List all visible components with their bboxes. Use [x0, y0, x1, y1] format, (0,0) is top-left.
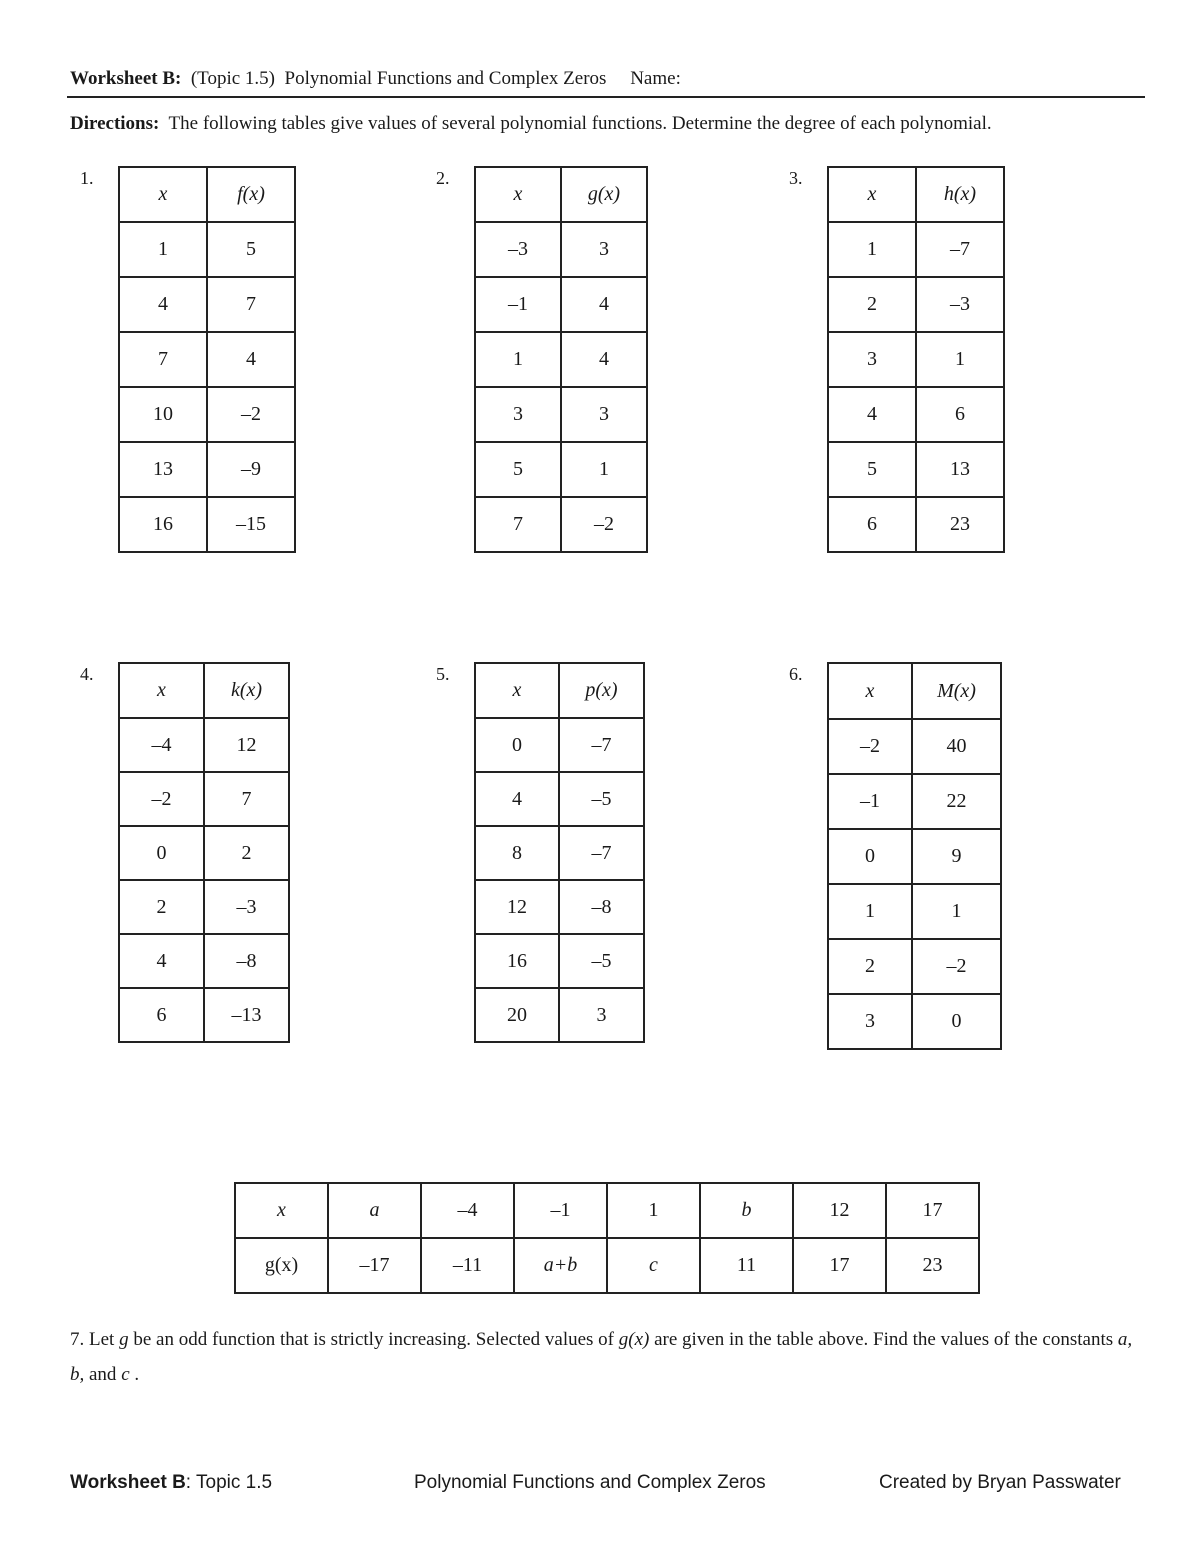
table-cell: –2	[207, 387, 295, 442]
table-cell: 3	[561, 222, 647, 277]
table-cell: –8	[559, 880, 644, 934]
x-column-header: x	[119, 663, 204, 718]
table-row	[475, 222, 647, 277]
q7-text: .	[129, 1364, 140, 1385]
table-cell: 1	[916, 332, 1004, 387]
table-cell: 2	[828, 277, 916, 332]
q7-var-ab: a, b,	[70, 1329, 1133, 1385]
table-cell: 4	[561, 277, 647, 332]
table-cell: 12	[793, 1183, 886, 1238]
footer-left	[70, 1472, 272, 1494]
table-cell: 1	[828, 222, 916, 277]
table-cell: 17	[793, 1238, 886, 1293]
table-row	[828, 884, 1001, 939]
table-row	[828, 277, 1004, 332]
x-column-header: x	[828, 663, 912, 719]
table-cell: 6	[916, 387, 1004, 442]
table-cell: 40	[912, 719, 1001, 774]
worksheet-header	[70, 68, 1144, 90]
table-row	[828, 387, 1004, 442]
function-column-header: h(x)	[916, 167, 1004, 222]
table-header-row	[119, 167, 295, 222]
table-row	[828, 939, 1001, 994]
table-row	[119, 387, 295, 442]
table-cell: 1	[475, 332, 561, 387]
table-cell: c	[607, 1238, 700, 1293]
table-row	[475, 772, 644, 826]
table-cell: 1	[912, 884, 1001, 939]
table-row	[119, 826, 289, 880]
x-column-header: x	[475, 663, 559, 718]
table-cell: 5	[475, 442, 561, 497]
table-cell: a	[328, 1183, 421, 1238]
table-header-row	[475, 663, 644, 718]
table-cell: –15	[207, 497, 295, 552]
table-cell: 10	[119, 387, 207, 442]
footer-right: Created by Bryan Passwater	[879, 1472, 1121, 1493]
table-cell: –3	[475, 222, 561, 277]
table-cell: 3	[559, 988, 644, 1042]
table-cell: 7	[475, 497, 561, 552]
table-row	[828, 222, 1004, 277]
table-row	[475, 442, 647, 497]
q7-text: are given in the table above. Find the values of the constants	[649, 1329, 1118, 1350]
value-table	[118, 662, 290, 1043]
table-row-gx	[235, 1238, 979, 1293]
table-row-x	[235, 1183, 979, 1238]
table-cell: –2	[912, 939, 1001, 994]
table-cell: 12	[204, 718, 289, 772]
table-cell: 4	[207, 332, 295, 387]
table-cell: 7	[207, 277, 295, 332]
table-cell: –4	[421, 1183, 514, 1238]
table-cell: 0	[828, 829, 912, 884]
table-row	[828, 442, 1004, 497]
table-cell: –3	[204, 880, 289, 934]
problem-number: 3.	[789, 168, 803, 188]
odd-function-table	[234, 1182, 980, 1294]
table-cell: –8	[204, 934, 289, 988]
problem-number: 1.	[80, 168, 94, 188]
x-column-header: x	[828, 167, 916, 222]
q7-text: be an odd function that is strictly increasing. Selected values of	[128, 1329, 619, 1350]
table-cell: –9	[207, 442, 295, 497]
table-cell: 0	[475, 718, 559, 772]
table-row	[119, 332, 295, 387]
problem-number: 4.	[80, 664, 94, 684]
x-column-header: x	[475, 167, 561, 222]
topic-label: (Topic 1.5)	[190, 68, 276, 89]
table-cell: x	[235, 1183, 328, 1238]
table-cell: g(x)	[235, 1238, 328, 1293]
function-column-header: f(x)	[207, 167, 295, 222]
table-cell: 12	[475, 880, 559, 934]
table-row	[119, 442, 295, 497]
function-column-header: k(x)	[204, 663, 289, 718]
value-table	[827, 166, 1005, 553]
table-cell: –2	[119, 772, 204, 826]
table-row	[475, 718, 644, 772]
table-header-row	[475, 167, 647, 222]
table-cell: 22	[912, 774, 1001, 829]
table-cell: 23	[916, 497, 1004, 552]
table-cell: 1	[119, 222, 207, 277]
problem-number: 2.	[436, 168, 450, 188]
table-cell: 20	[475, 988, 559, 1042]
worksheet-title: Polynomial Functions and Complex Zeros	[284, 68, 607, 89]
q7-text: and	[84, 1364, 122, 1385]
directions-label: Directions:	[70, 113, 160, 134]
table-cell: –1	[828, 774, 912, 829]
table-cell: 8	[475, 826, 559, 880]
table-row	[475, 934, 644, 988]
table-cell: 4	[828, 387, 916, 442]
q7-text: 7. Let	[70, 1329, 120, 1350]
table-header-row	[828, 663, 1001, 719]
table-cell: 6	[119, 988, 204, 1042]
table-row	[828, 719, 1001, 774]
function-column-header: p(x)	[559, 663, 644, 718]
table-header-row	[828, 167, 1004, 222]
table-cell: 3	[828, 332, 916, 387]
table-cell: –7	[916, 222, 1004, 277]
table-cell: 7	[204, 772, 289, 826]
footer-topic: : Topic 1.5	[185, 1472, 273, 1493]
name-label: Name:	[630, 68, 681, 89]
table-cell: 5	[828, 442, 916, 497]
table-cell: 6	[828, 497, 916, 552]
table-row	[828, 994, 1001, 1049]
table-row	[475, 497, 647, 552]
table-row	[119, 988, 289, 1042]
table-cell: –7	[559, 826, 644, 880]
footer-center: Polynomial Functions and Complex Zeros	[414, 1472, 766, 1493]
table-row	[475, 988, 644, 1042]
table-cell: 5	[207, 222, 295, 277]
table-cell: 2	[119, 880, 204, 934]
value-table	[474, 662, 645, 1043]
q7-var-c: c	[121, 1364, 130, 1385]
table-row	[828, 774, 1001, 829]
table-row	[475, 826, 644, 880]
table-cell: 7	[119, 332, 207, 387]
table-row	[119, 772, 289, 826]
table-cell: 3	[475, 387, 561, 442]
table-cell: 0	[912, 994, 1001, 1049]
table-row	[828, 332, 1004, 387]
q7-var-g: g	[119, 1329, 129, 1350]
function-column-header: M(x)	[912, 663, 1001, 719]
table-cell: b	[700, 1183, 793, 1238]
table-row	[119, 718, 289, 772]
table-cell: 2	[828, 939, 912, 994]
directions	[70, 113, 992, 135]
table-cell: 4	[561, 332, 647, 387]
table-cell: 23	[886, 1238, 979, 1293]
table-cell: 1	[561, 442, 647, 497]
table-cell: 1	[607, 1183, 700, 1238]
table-header-row	[119, 663, 289, 718]
q7-var-gx: g(x)	[618, 1329, 650, 1350]
value-table	[118, 166, 296, 553]
table-row	[119, 880, 289, 934]
table-cell: 3	[828, 994, 912, 1049]
table-row	[475, 277, 647, 332]
footer-worksheet: Worksheet B	[70, 1472, 186, 1493]
table-cell: 13	[916, 442, 1004, 497]
table-cell: –5	[559, 934, 644, 988]
table-cell: 0	[119, 826, 204, 880]
value-table	[827, 662, 1002, 1050]
table-row	[475, 880, 644, 934]
table-row	[119, 497, 295, 552]
table-cell: 16	[119, 497, 207, 552]
table-cell: 2	[204, 826, 289, 880]
table-cell: a+b	[514, 1238, 607, 1293]
table-cell: –13	[204, 988, 289, 1042]
table-cell: 4	[119, 277, 207, 332]
header-rule	[67, 96, 1145, 98]
table-row	[119, 277, 295, 332]
table-cell: 9	[912, 829, 1001, 884]
table-row	[119, 934, 289, 988]
table-row	[828, 829, 1001, 884]
table-cell: –7	[559, 718, 644, 772]
worksheet-label: Worksheet B:	[70, 68, 182, 89]
table-cell: 1	[828, 884, 912, 939]
table-cell: –2	[561, 497, 647, 552]
problem-number: 5.	[436, 664, 450, 684]
table-cell: –1	[514, 1183, 607, 1238]
table-cell: 11	[700, 1238, 793, 1293]
table-cell: –11	[421, 1238, 514, 1293]
table-cell: 16	[475, 934, 559, 988]
table-row	[475, 332, 647, 387]
table-cell: –3	[916, 277, 1004, 332]
table-row	[828, 497, 1004, 552]
table-row	[475, 387, 647, 442]
table-row	[119, 222, 295, 277]
table-cell: –2	[828, 719, 912, 774]
table-cell: 13	[119, 442, 207, 497]
table-cell: 4	[119, 934, 204, 988]
table-cell: –4	[119, 718, 204, 772]
function-column-header: g(x)	[561, 167, 647, 222]
table-cell: –5	[559, 772, 644, 826]
table-cell: 17	[886, 1183, 979, 1238]
value-table	[474, 166, 648, 553]
table-cell: –1	[475, 277, 561, 332]
table-cell: 3	[561, 387, 647, 442]
table-cell: 4	[475, 772, 559, 826]
directions-text: The following tables give values of several polynomial functions. Determine the degree of each polynomial.	[168, 113, 992, 134]
table-cell: –17	[328, 1238, 421, 1293]
question-7	[70, 1322, 1140, 1392]
x-column-header: x	[119, 167, 207, 222]
problem-number: 6.	[789, 664, 803, 684]
